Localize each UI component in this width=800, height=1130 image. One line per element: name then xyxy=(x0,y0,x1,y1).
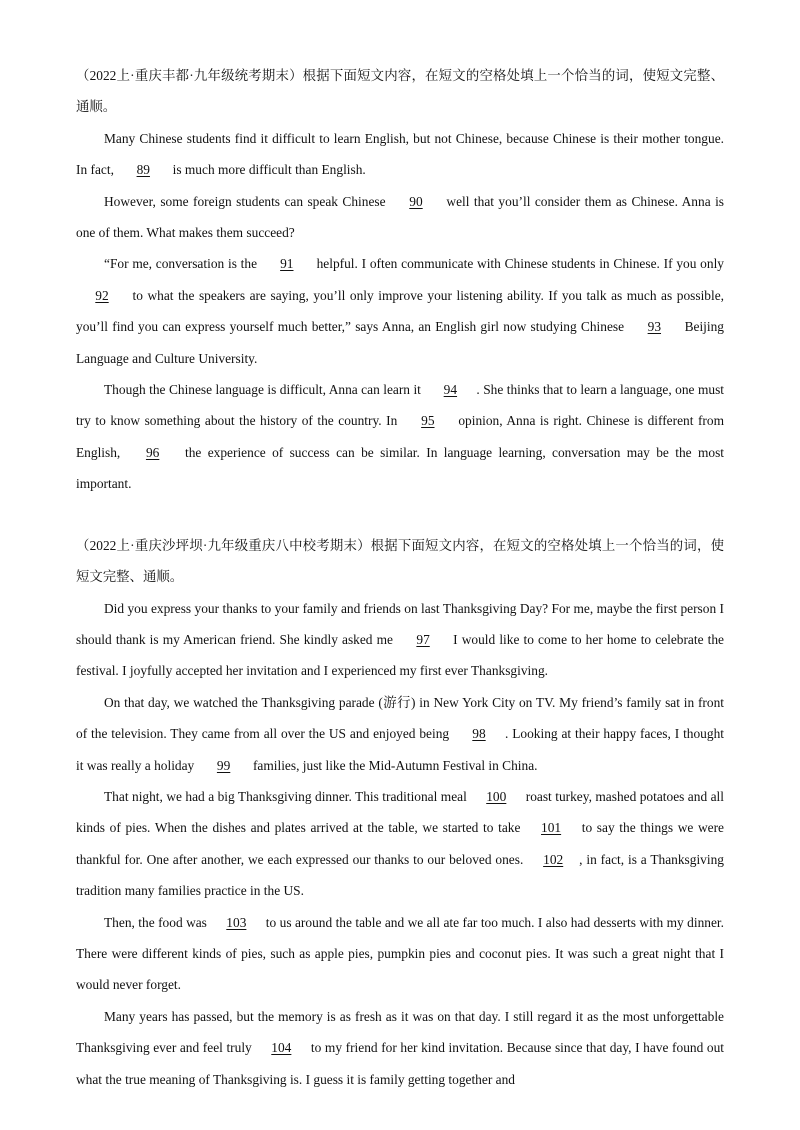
answer-blank[interactable]: 100 xyxy=(486,788,507,804)
passage-text: Beijing Language and Culture University. xyxy=(76,319,724,366)
passage-text: families, just like the Mid-Autumn Festival in China. xyxy=(249,757,538,773)
passage-text: That night, we had a big Thanksgiving dinner. This traditional meal xyxy=(104,788,471,804)
passage-text: roast turkey, mashed potatoes and all kinds of pies. When the dishes and plates arrived at the table, we started to take xyxy=(76,788,724,836)
passage-paragraph xyxy=(76,907,724,1001)
document-page xyxy=(76,60,724,1095)
passage-text: Many years has passed, but the memory is as fresh as it was on that day. I still regard it as the most unforgettable Thanksgiving ever and feel truly xyxy=(76,1008,724,1056)
passage-text: helpful. I often communicate with Chinese students in Chinese. If you only xyxy=(312,256,724,272)
passage-text: Then, the food was xyxy=(104,914,211,930)
answer-blank[interactable]: 94 xyxy=(443,382,458,398)
passage-text: Many Chinese students find it difficult to learn English, but not Chinese, because Chinese is their mother tongue. In fact, xyxy=(76,130,724,178)
passage-text: the experience of success can be similar. In language learning, conversation may be the most important. xyxy=(76,444,724,492)
answer-blank[interactable]: 93 xyxy=(647,319,662,335)
passage-paragraph xyxy=(76,781,724,907)
question-section xyxy=(76,530,724,1095)
answer-blank[interactable]: 102 xyxy=(543,851,564,867)
answer-blank[interactable]: 103 xyxy=(226,914,247,930)
answer-blank[interactable]: 101 xyxy=(541,820,562,836)
passage-paragraph xyxy=(76,593,724,687)
answer-blank[interactable]: 96 xyxy=(145,444,160,460)
passage-text: , in fact, is a Thanksgiving tradition many families practice in the US. xyxy=(76,851,724,899)
answer-blank[interactable]: 98 xyxy=(472,726,486,742)
passage-text: Did you express your thanks to your family and friends on last Thanksgiving Day? For me, maybe the first person I should thank is my American friend. She kindly asked me xyxy=(76,600,724,647)
passage-text: However, some foreign students can speak Chinese xyxy=(104,193,390,209)
passage-text: opinion, Anna is right. Chinese is different from English, xyxy=(76,413,724,460)
passage-text: Though the Chinese language is difficult, Anna can learn it xyxy=(104,382,425,398)
answer-blank[interactable]: 91 xyxy=(280,256,294,272)
question-instructions: （2022上·重庆丰都·九年级统考期末）根据下面短文内容，在短文的空格处填上一个恰当的词，使短文完整、通顺。 xyxy=(76,68,724,115)
passage-text: to my friend for her kind invitation. Because since that day, I have found out what the true meaning of Thanksgiving is. I guess it is family getting together and xyxy=(76,1040,724,1087)
answer-blank[interactable]: 89 xyxy=(136,162,150,178)
passage-paragraph xyxy=(76,186,724,249)
answer-blank[interactable]: 97 xyxy=(416,631,430,647)
passage-paragraph xyxy=(76,123,724,186)
answer-blank[interactable]: 92 xyxy=(95,287,109,303)
passage-text: On that day, we watched the Thanksgiving parade (游行) in New York City on TV. My friend’s family sat in front of the television. They came from all over the US and enjoyed being xyxy=(76,694,724,742)
passage-text: to say the things we were thankful for. One after another, we each expressed our thanks to our beloved ones. xyxy=(76,820,724,867)
question-section xyxy=(76,60,724,500)
answer-blank[interactable]: 104 xyxy=(271,1040,292,1056)
passage-paragraph xyxy=(76,374,724,500)
answer-blank[interactable]: 99 xyxy=(216,757,231,773)
passage-text: I would like to come to her home to celebrate the festival. I joyfully accepted her invitation and I experienced my first ever Thanksgiving. xyxy=(76,631,724,679)
passage-text: to what the speakers are saying, you’ll only improve your listening ability. If you talk as much as possible, you’ll find you can express yourself much better,” says Anna, an English girl now studying Chinese xyxy=(76,287,724,335)
passage-text: is much more difficult than English. xyxy=(169,162,366,178)
passage-paragraph xyxy=(76,687,724,781)
passage-text: well that you’ll consider them as Chinese. Anna is one of them. What makes them succeed? xyxy=(76,193,725,241)
passage-text: to us around the table and we all ate far too much. I also had desserts with my dinner. There were different kinds of pies, such as apple pies, pumpkin pies and coconut pies. It was such a great night that I would never forget. xyxy=(76,914,725,993)
passage-text: “For me, conversation is the xyxy=(104,256,261,272)
passage-paragraph xyxy=(76,1001,724,1095)
passage-text: . She thinks that to learn a language, one must try to know something about the history of the country. In xyxy=(76,382,724,429)
passage-text: . Looking at their happy faces, I thought it was really a holiday xyxy=(76,726,724,773)
answer-blank[interactable]: 95 xyxy=(421,413,435,429)
question-instructions: （2022上·重庆沙坪坝·九年级重庆八中校考期末）根据下面短文内容，在短文的空格处填上一个恰当的词，使短文完整、通顺。 xyxy=(76,537,724,585)
passage-paragraph xyxy=(76,248,724,374)
answer-blank[interactable]: 90 xyxy=(409,193,423,209)
